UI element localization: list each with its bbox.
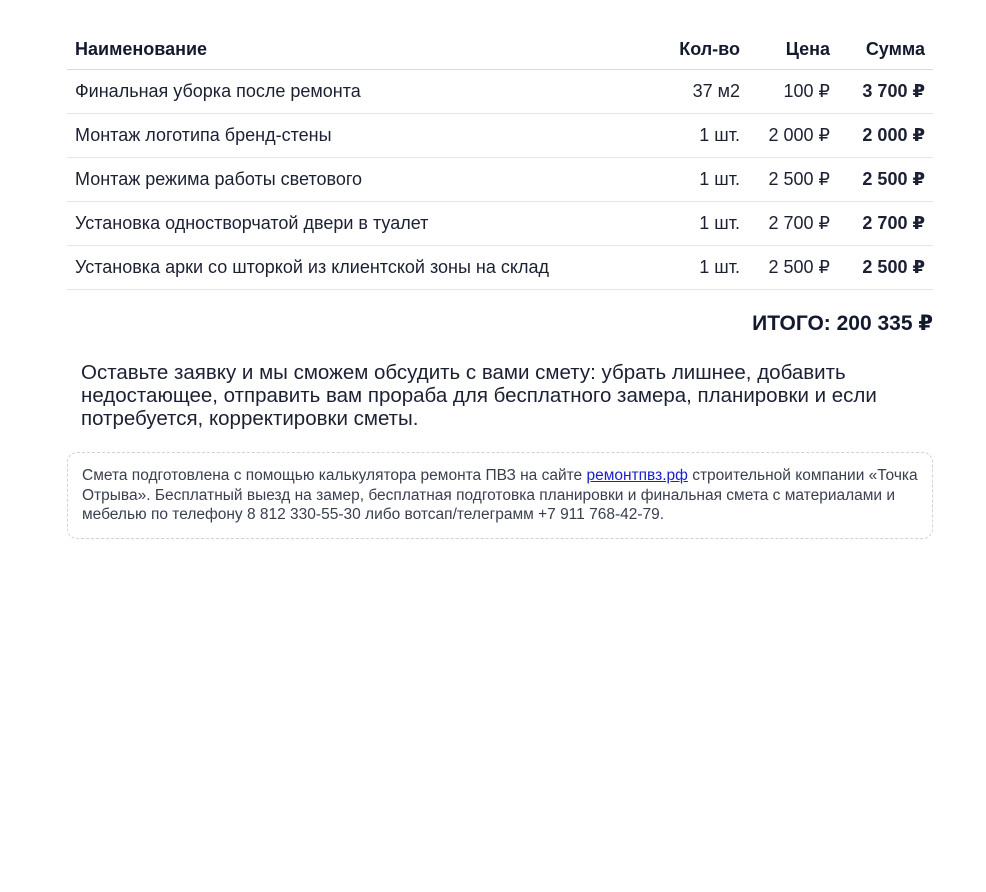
row-name: Установка арки со шторкой из клиентской зоны на склад <box>67 246 657 290</box>
estimate-footnote <box>67 452 933 539</box>
column-header-sum: Сумма <box>838 30 933 70</box>
row-sum: 2 000 ₽ <box>838 114 933 158</box>
row-qty: 1 шт. <box>657 202 748 246</box>
call-to-action-text: Оставьте заявку и мы сможем обсудить с вами смету: убрать лишнее, добавить недостающее, отправить вам прораба для бесплатного замера, планировки и если потребуется, корректировки сметы. <box>81 361 877 430</box>
row-price: 2 500 ₽ <box>748 246 838 290</box>
column-header-name: Наименование <box>67 30 657 70</box>
table-row <box>67 246 933 290</box>
table-row <box>67 158 933 202</box>
row-name: Монтаж логотипа бренд-стены <box>67 114 657 158</box>
row-price: 2 500 ₽ <box>748 158 838 202</box>
row-qty: 1 шт. <box>657 246 748 290</box>
estimate-total: ИТОГО: 200 335 ₽ <box>752 312 933 335</box>
footnote-text-after: строительной компании «Точка Отрыва». Бесплатный выезд на замер, бесплатная подготовка планировки и финальная смета с материалами и мебелью по телефону 8 812 330-55-30 либо вотсап/телеграмм +7 911 768-42-79. <box>82 467 918 523</box>
row-qty: 1 шт. <box>657 114 748 158</box>
table-row <box>67 70 933 114</box>
row-qty: 37 м2 <box>657 70 748 114</box>
footnote-text-before: Смета подготовлена с помощью калькулятора ремонта ПВЗ на сайте <box>82 467 587 484</box>
table-row <box>67 114 933 158</box>
table-header-row <box>67 30 933 70</box>
row-qty: 1 шт. <box>657 158 748 202</box>
estimate-container <box>67 30 933 539</box>
estimate-table <box>67 30 933 290</box>
row-sum: 2 700 ₽ <box>838 202 933 246</box>
row-price: 2 700 ₽ <box>748 202 838 246</box>
column-header-qty: Кол-во <box>657 30 748 70</box>
row-name: Финальная уборка после ремонта <box>67 70 657 114</box>
row-sum: 3 700 ₽ <box>838 70 933 114</box>
site-link[interactable]: ремонтпвз.рф <box>586 467 688 484</box>
row-price: 2 000 ₽ <box>748 114 838 158</box>
row-name: Установка одностворчатой двери в туалет <box>67 202 657 246</box>
row-sum: 2 500 ₽ <box>838 158 933 202</box>
column-header-price: Цена <box>748 30 838 70</box>
table-row <box>67 202 933 246</box>
row-name: Монтаж режима работы светового <box>67 158 657 202</box>
row-price: 100 ₽ <box>748 70 838 114</box>
row-sum: 2 500 ₽ <box>838 246 933 290</box>
